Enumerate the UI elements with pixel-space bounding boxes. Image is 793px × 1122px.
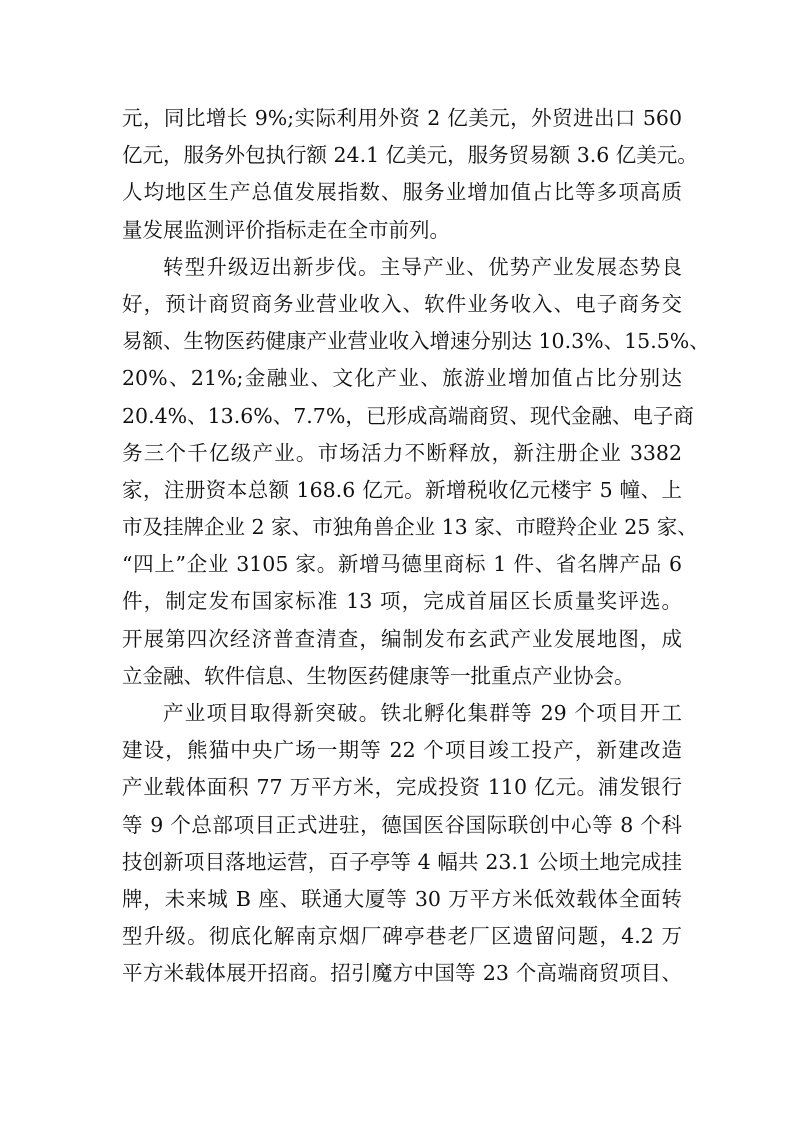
body-text — [122, 100, 710, 993]
paragraph-first-line: 产业项目取得新突破。铁北孵化集群等 29 个项目开工 — [163, 701, 682, 725]
text-line: 20%、21%;金融业、文化产业、旅游业增加值占比分别达 — [122, 366, 682, 391]
text-line: 家，注册资本总额 168.6 亿元。新增税收亿元楼宇 5 幢、上 — [122, 477, 682, 502]
text-line: 务三个千亿级产业。市场活力不断释放，新注册企业 3382 — [122, 440, 682, 465]
text-line: 建设，熊猫中央广场一期等 22 个项目竣工投产，新建改造 — [122, 738, 682, 763]
text-line: 等 9 个总部项目正式进驻，德国医谷国际联创中心等 8 个科 — [122, 812, 682, 837]
text-line: 亿元，服务外包执行额 24.1 亿美元，服务贸易额 3.6 亿美元。 — [122, 143, 698, 168]
text-line: 易额、生物医药健康产业营业收入增速分别达 10.3%、15.5%、 — [122, 329, 710, 354]
text-line: 技创新项目落地运营，百子亭等 4 幅共 23.1 公顷土地完成挂 — [122, 849, 682, 874]
text-line: 件，制定发布国家标准 13 项，完成首届区长质量奖评选。 — [122, 589, 682, 614]
text-line: 牌，未来城 B 座、联通大厦等 30 万平方米低效载体全面转 — [122, 886, 682, 911]
text-line: 人均地区生产总值发展指数、服务业增加值占比等多项高质 — [122, 180, 682, 205]
text-line: 好，预计商贸商务业营业收入、软件业务收入、电子商务交 — [122, 291, 682, 316]
text-line: 市及挂牌企业 2 家、市独角兽企业 13 家、市瞪羚企业 25 家、 — [122, 515, 698, 540]
text-line: 量发展监测评价指标走在全市前列。 — [122, 217, 450, 242]
text-line: 元，同比增长 9%;实际利用外资 2 亿美元，外贸进出口 560 — [122, 106, 682, 130]
text-line: 平方米载体展开招商。招引魔方中国等 23 个高端商贸项目、 — [122, 961, 682, 986]
text-line: 型升级。彻底化解南京烟厂碑亭巷老厂区遗留问题，4.2 万 — [122, 924, 682, 949]
text-line: 开展第四次经济普查清查，编制发布玄武产业发展地图，成 — [122, 626, 682, 651]
text-line: 立金融、软件信息、生物医药健康等一批重点产业协会。 — [122, 663, 635, 688]
text-line: 20.4%、13.6%、7.7%，已形成高端商贸、现代金融、电子商 — [122, 403, 694, 428]
text-line: 产业载体面积 77 万平方米，完成投资 110 亿元。浦发银行 — [122, 775, 682, 800]
paragraph-first-line: 转型升级迈出新步伐。主导产业、优势产业发展态势良 — [163, 254, 682, 279]
text-line: “四上”企业 3105 家。新增马德里商标 1 件、省名牌产品 6 — [122, 552, 682, 577]
